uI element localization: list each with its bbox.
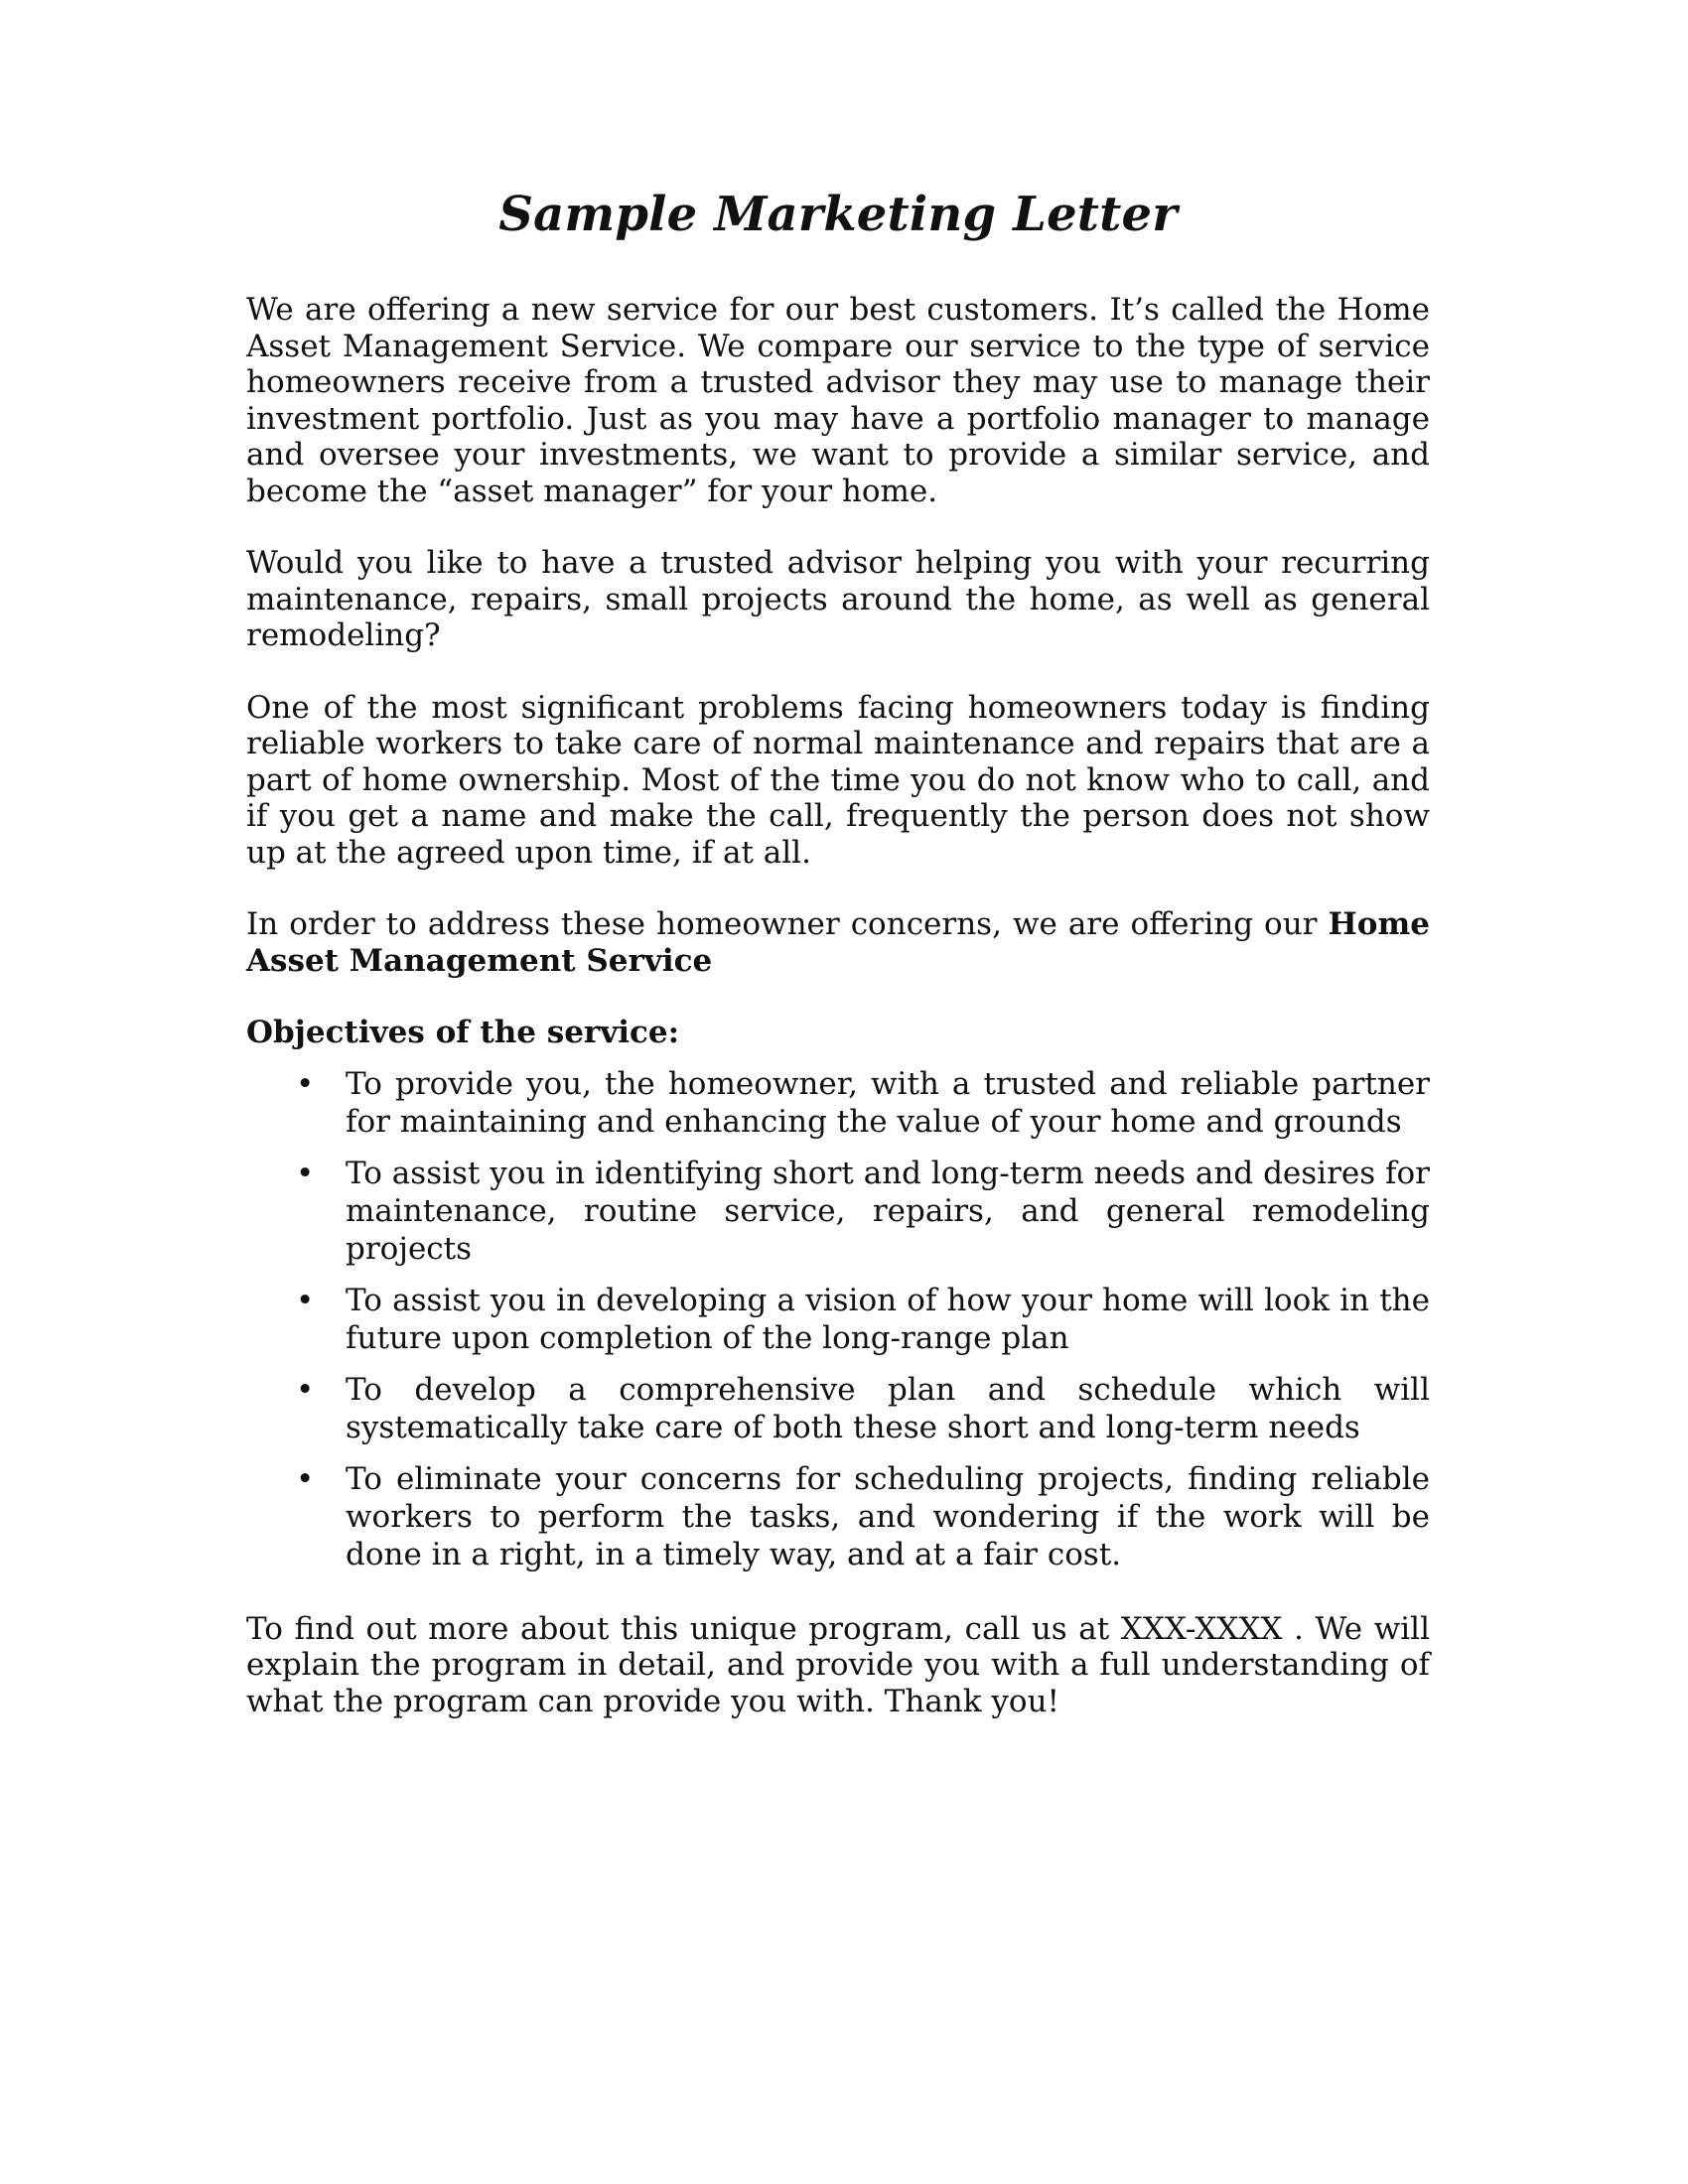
objective-item xyxy=(246,1155,1430,1268)
objective-item xyxy=(246,1460,1430,1573)
objective-item xyxy=(246,1065,1430,1141)
bullet-icon: • xyxy=(296,1371,315,1408)
closing-paragraph: To find out more about this unique program, call us at XXX-XXXX . We will explain the program in detail, and provide you with a full understanding of what the program can provide you with. Thank you! xyxy=(246,1610,1430,1719)
objectives-list xyxy=(246,1065,1430,1573)
objective-text: To assist you in developing a vision of how your home will look in the future upon completion of the long-range plan xyxy=(346,1282,1430,1356)
problem-paragraph: One of the most significant problems facing homeowners today is finding reliable workers to take care of normal maintenance and repairs that are a part of home ownership. Most of the time you do not know who to call, and if you get a name and make the call, frequently the person does not show up at the agreed upon time, if at all. xyxy=(246,689,1430,871)
bullet-icon: • xyxy=(296,1460,315,1497)
service-name: Home Asset Management Service xyxy=(246,906,1430,979)
question-paragraph: Would you like to have a trusted advisor helping you with your recurring maintenance, repairs, small projects around the home, as well as general remodeling? xyxy=(246,545,1430,653)
bullet-icon: • xyxy=(296,1282,315,1318)
objective-item xyxy=(246,1371,1430,1446)
offer-paragraph xyxy=(246,906,1430,979)
objective-text: To eliminate your concerns for scheduling projects, finding reliable workers to perform the tasks, and wondering if the work will be done in a right, in a timely way, and at a fair cost. xyxy=(346,1460,1430,1572)
objective-text: To develop a comprehensive plan and schedule which will systematically take care of both these short and long-term needs xyxy=(346,1371,1430,1445)
intro-paragraph: We are offering a new service for our best customers. It’s called the Home Asset Management Service. We compare our service to the type of service homeowners receive from a trusted advisor they may use to manage their investment portfolio. Just as you may have a portfolio manager to manage and oversee your investments, we want to provide a similar service, and become the “asset manager” for your home. xyxy=(246,292,1430,509)
objective-text: To assist you in identifying short and long-term needs and desires for maintenance, routine service, repairs, and general remodeling projects xyxy=(346,1155,1430,1267)
bullet-icon: • xyxy=(296,1065,315,1102)
letter-title: Sample Marketing Letter xyxy=(498,187,1178,242)
objective-text: To provide you, the homeowner, with a trusted and reliable partner for maintaining and enhancing the value of your home and grounds xyxy=(346,1065,1430,1140)
letter-page xyxy=(246,185,1430,1719)
objective-item xyxy=(246,1282,1430,1357)
offer-text: In order to address these homeowner concerns, we are offering our xyxy=(246,906,1329,942)
objectives-heading: Objectives of the service: xyxy=(246,1015,680,1050)
bullet-icon: • xyxy=(296,1155,315,1191)
